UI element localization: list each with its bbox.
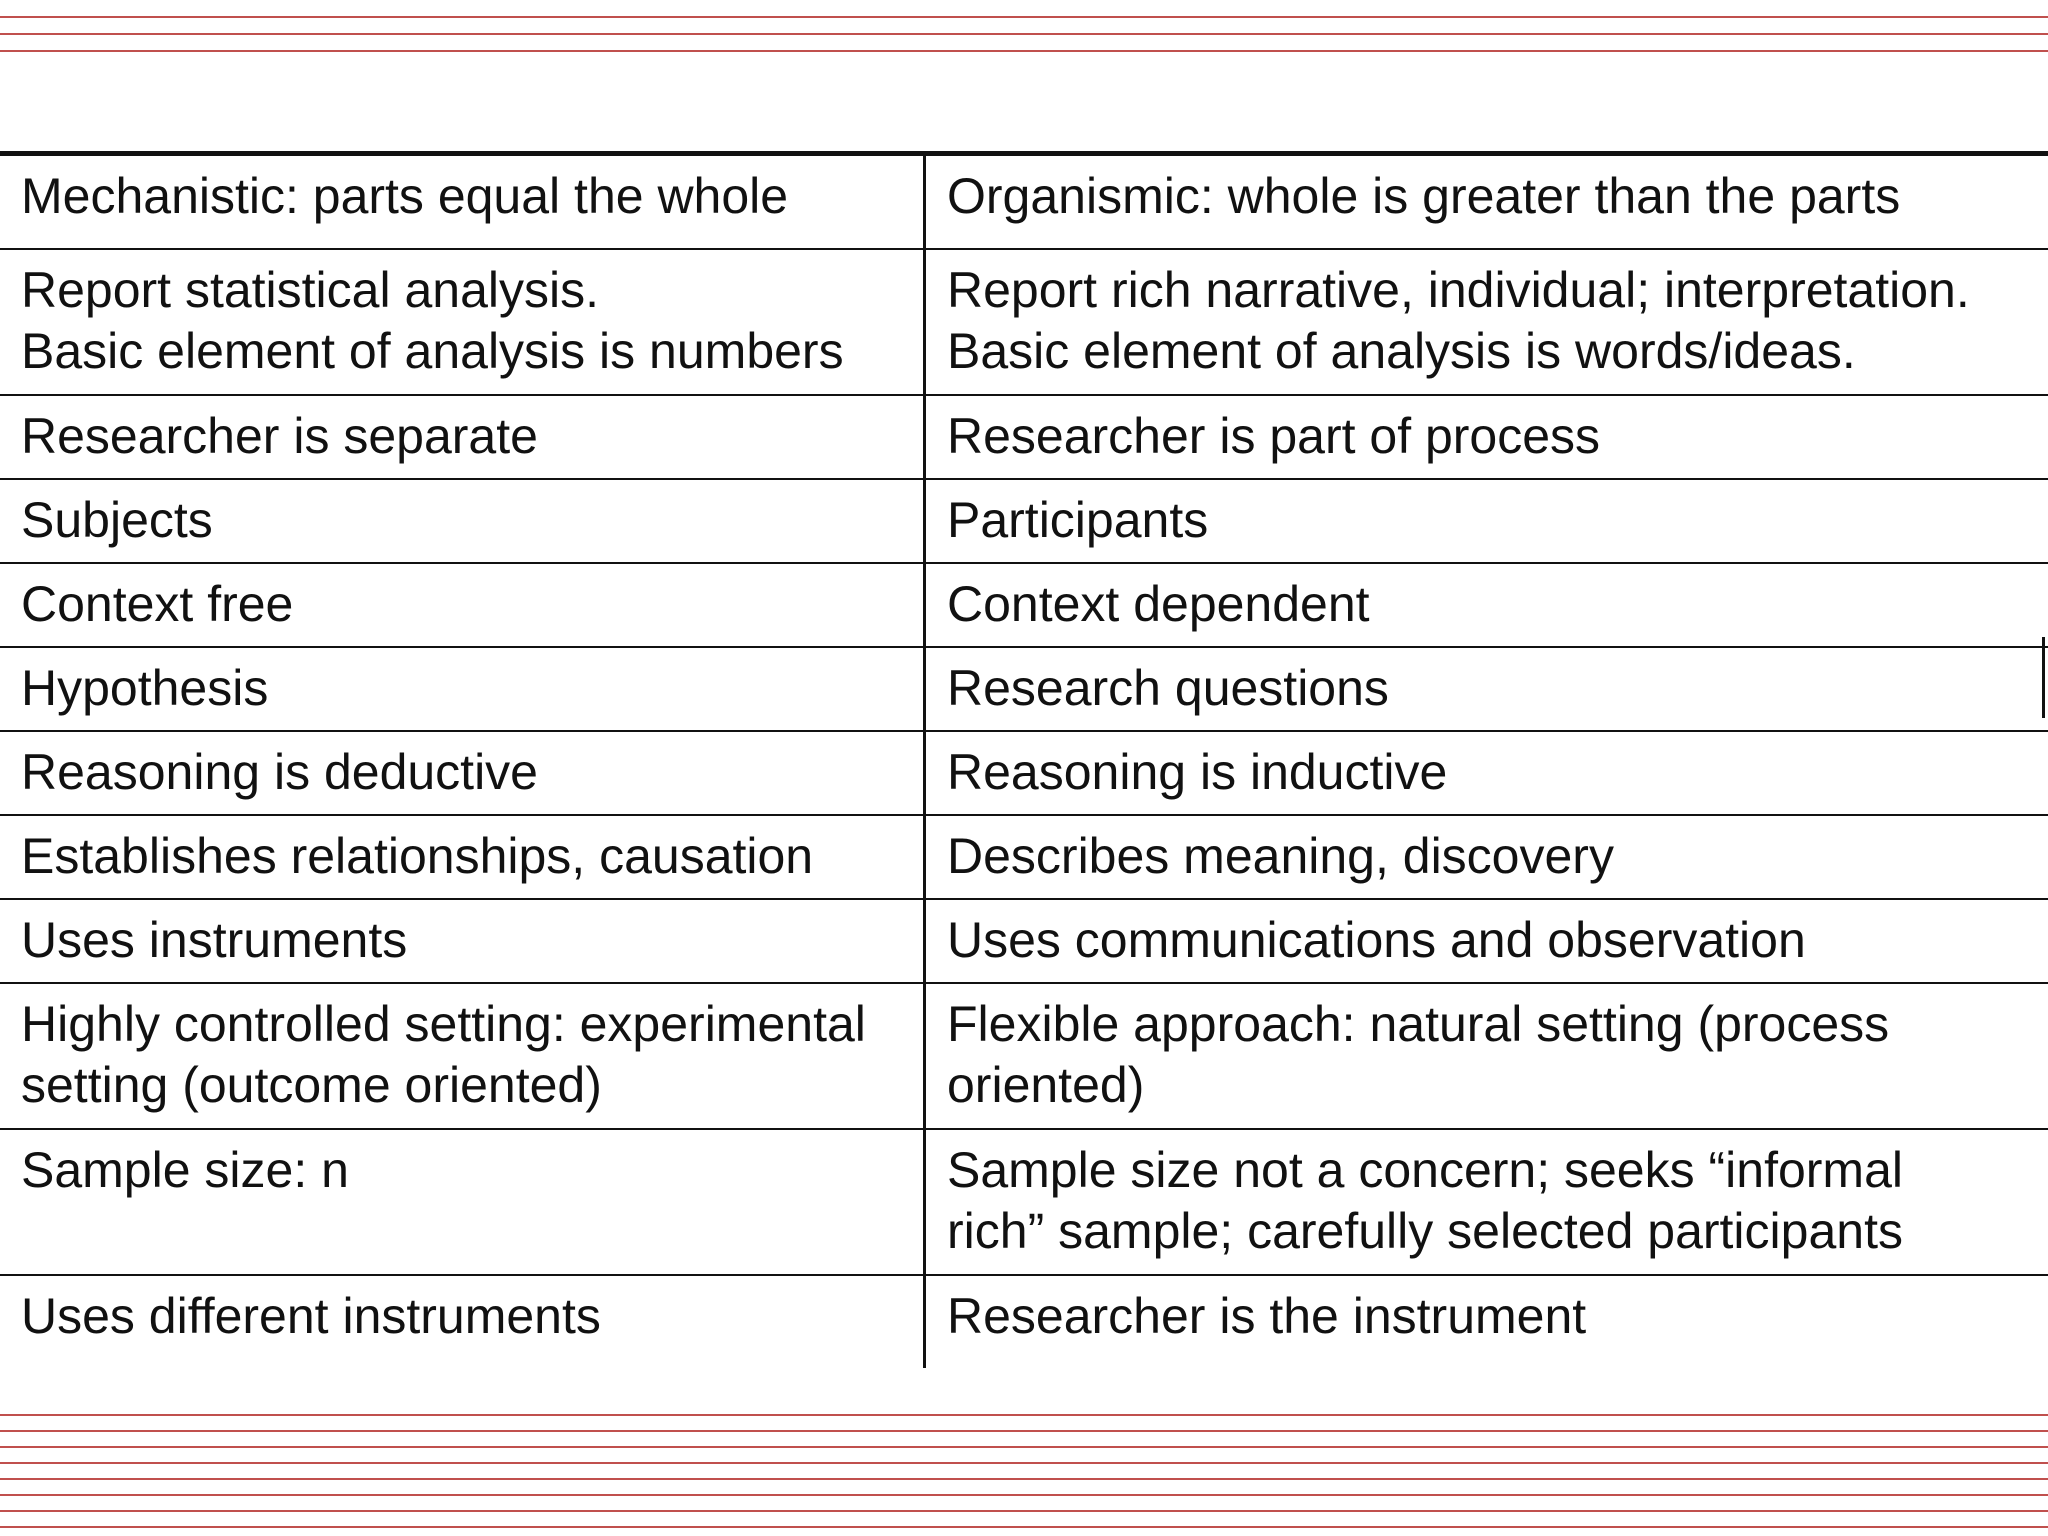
- quantitative-cell: [0, 395, 925, 479]
- top-stripe: [0, 50, 2048, 52]
- table-row: [0, 815, 2048, 899]
- cell-text: Report rich narrative, individual; interpretation.: [947, 262, 1970, 318]
- cell-text: Flexible approach: natural setting (process: [947, 996, 1890, 1052]
- cell-text: Researcher is the instrument: [947, 1288, 1587, 1344]
- cell-text: Participants: [947, 492, 1209, 548]
- qualitative-cell: [925, 1275, 2048, 1368]
- cell-text: Reasoning is inductive: [947, 744, 1448, 800]
- quantitative-cell: [0, 249, 925, 395]
- comparison-table: [0, 156, 2048, 1368]
- cell-text: Reasoning is deductive: [21, 744, 538, 800]
- table-row: [0, 563, 2048, 647]
- quantitative-cell: [0, 156, 925, 249]
- table-row: [0, 731, 2048, 815]
- cell-text: Uses communications and observation: [947, 912, 1806, 968]
- quantitative-cell: [0, 479, 925, 563]
- table-body: [0, 156, 2048, 1368]
- quantitative-cell: [0, 563, 925, 647]
- cell-text: Report statistical analysis.: [21, 262, 600, 318]
- cell-text: Research questions: [947, 660, 1389, 716]
- cell-text: Basic element of analysis is words/ideas.: [947, 323, 1856, 379]
- cell-text: setting (outcome oriented): [21, 1057, 602, 1113]
- cell-text: Context free: [21, 576, 294, 632]
- cell-text: Subjects: [21, 492, 213, 548]
- top-stripe: [0, 33, 2048, 35]
- cell-text: Establishes relationships, causation: [21, 828, 814, 884]
- bottom-stripe: [0, 1510, 2048, 1512]
- qualitative-cell: [925, 899, 2048, 983]
- bottom-stripe: [0, 1526, 2048, 1528]
- cell-text: Researcher is part of process: [947, 408, 1601, 464]
- qualitative-cell: [925, 815, 2048, 899]
- bottom-stripe: [0, 1478, 2048, 1480]
- cell-text: Uses instruments: [21, 912, 408, 968]
- cell-text: Uses different instruments: [21, 1288, 601, 1344]
- bottom-stripe: [0, 1462, 2048, 1464]
- cell-text: rich” sample; carefully selected participants: [947, 1203, 1903, 1259]
- qualitative-cell: [925, 983, 2048, 1129]
- bottom-stripe: [0, 1414, 2048, 1416]
- table-row: [0, 479, 2048, 563]
- table-row: [0, 983, 2048, 1129]
- cell-text: Sample size not a concern; seeks “informal: [947, 1142, 1903, 1198]
- cell-text: Researcher is separate: [21, 408, 538, 464]
- qualitative-cell: [925, 1129, 2048, 1275]
- bottom-stripe: [0, 1494, 2048, 1496]
- qualitative-cell: [925, 647, 2048, 731]
- table-row: [0, 647, 2048, 731]
- quantitative-cell: [0, 647, 925, 731]
- cell-text: oriented): [947, 1057, 1145, 1113]
- qualitative-cell: [925, 156, 2048, 249]
- qualitative-cell: [925, 479, 2048, 563]
- cell-text: Organismic: whole is greater than the parts: [947, 168, 1901, 224]
- quantitative-cell: [0, 983, 925, 1129]
- table-row: [0, 395, 2048, 479]
- qualitative-cell: [925, 249, 2048, 395]
- quantitative-cell: [0, 1129, 925, 1275]
- cell-text: Context dependent: [947, 576, 1370, 632]
- quantitative-cell: [0, 1275, 925, 1368]
- cell-text: Highly controlled setting: experimental: [21, 996, 866, 1052]
- table-row: [0, 249, 2048, 395]
- cell-text: Describes meaning, discovery: [947, 828, 1614, 884]
- table-row: [0, 156, 2048, 249]
- bottom-stripe: [0, 1430, 2048, 1432]
- cell-text: Sample size: n: [21, 1142, 349, 1198]
- qualitative-cell: [925, 563, 2048, 647]
- quantitative-cell: [0, 731, 925, 815]
- quantitative-cell: [0, 899, 925, 983]
- top-stripe: [0, 16, 2048, 18]
- cell-text: Hypothesis: [21, 660, 269, 716]
- table-row: [0, 1275, 2048, 1368]
- quantitative-cell: [0, 815, 925, 899]
- bottom-stripe: [0, 1446, 2048, 1448]
- table-row: [0, 899, 2048, 983]
- cell-text: Mechanistic: parts equal the whole: [21, 168, 789, 224]
- qualitative-cell: [925, 731, 2048, 815]
- qualitative-cell: [925, 395, 2048, 479]
- table-row: [0, 1129, 2048, 1275]
- cell-text: Basic element of analysis is numbers: [21, 323, 844, 379]
